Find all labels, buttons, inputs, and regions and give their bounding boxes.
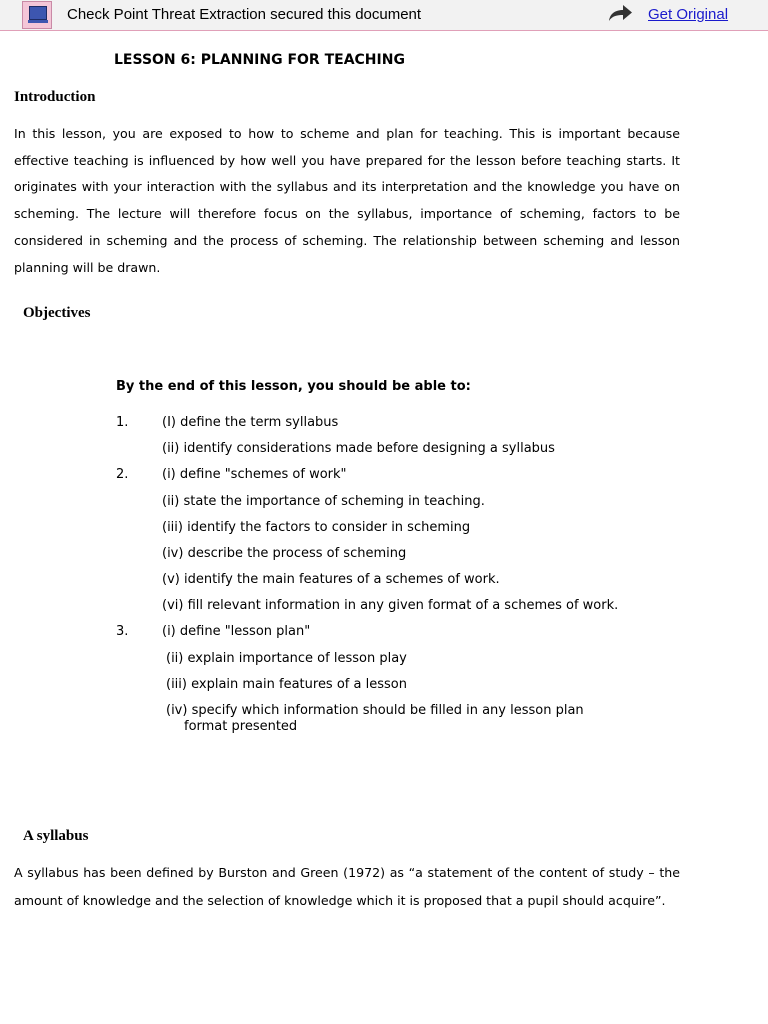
objective-item: (vi) fill relevant information in any given format of a schemes of work.	[162, 598, 619, 613]
objective-item: (i) define "schemes of work"	[162, 467, 347, 482]
objective-item: (ii) identify considerations made before designing a syllabus	[162, 441, 555, 456]
objective-item: format presented	[184, 719, 298, 734]
clipped-objective-line	[160, 719, 640, 734]
checkpoint-logo-icon	[22, 1, 52, 29]
introduction-heading: Introduction	[14, 89, 96, 105]
objective-item: (I) define the term syllabus	[162, 415, 339, 430]
objective-item: (ii) explain importance of lesson play	[166, 651, 407, 666]
banner-message: Check Point Threat Extraction secured this document	[67, 6, 422, 23]
syllabus-paragraph: A syllabus has been defined by Burston and Green (1972) as “a statement of the content of study – the amount of knowledge and the selection of knowledge which it is proposed that a pupil should acquire”.	[14, 865, 680, 908]
objective-item: (iv) describe the process of scheming	[162, 546, 407, 561]
introduction-paragraph: In this lesson, you are exposed to how to scheme and plan for teaching. This is important because effective teaching is influenced by how well you have prepared for the lesson before teaching starts. It originates with your interaction with the syllabus and its interpretation and the knowledge you have on scheming. The lecture will therefore focus on the syllabus, importance of scheming, factors to be considered in scheming and the process of scheming. The relationship between scheming and lesson planning will be drawn.	[14, 126, 680, 275]
security-banner	[0, 0, 768, 31]
objective-item: (iii) explain main features of a lesson	[166, 677, 407, 692]
objective-item: (v) identify the main features of a schemes of work.	[162, 572, 500, 587]
objective-item: (iii) identify the factors to consider in scheming	[162, 520, 471, 535]
objective-item: (ii) state the importance of scheming in teaching.	[162, 494, 485, 509]
objective-item: (i) define "lesson plan"	[162, 624, 311, 639]
objectives-heading: Objectives	[23, 305, 91, 321]
objective-number: 3.	[116, 624, 129, 639]
objectives-lead: By the end of this lesson, you should be able to:	[116, 379, 471, 394]
syllabus-heading: A syllabus	[23, 828, 89, 844]
objective-item: (iv) specify which information should be filled in any lesson plan	[166, 703, 584, 718]
objective-number: 2.	[116, 467, 129, 482]
get-original-link[interactable]: Get Original	[648, 6, 729, 23]
lesson-title: LESSON 6: PLANNING FOR TEACHING	[114, 52, 405, 68]
share-arrow-icon[interactable]	[606, 4, 634, 24]
objective-number: 1.	[116, 415, 129, 430]
